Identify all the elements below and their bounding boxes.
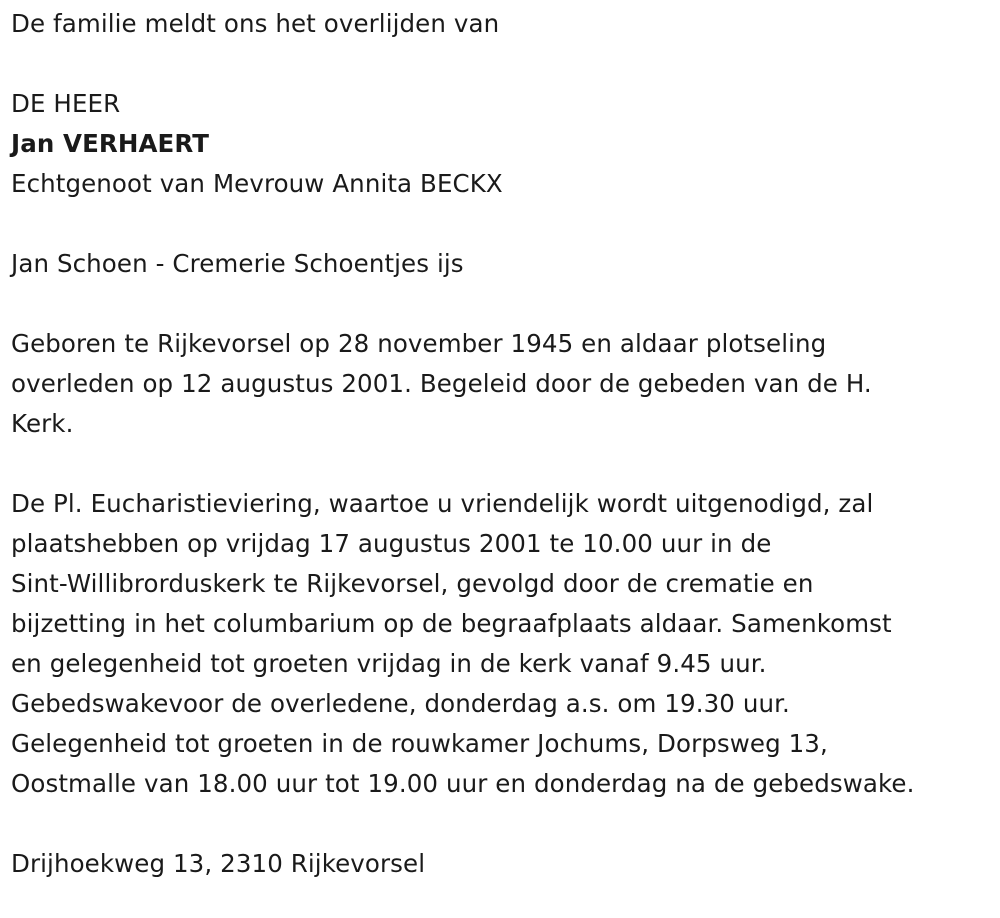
paragraph-line: Oostmalle van 18.00 uur tot 19.00 uur en donderdag na de gebedswake.	[11, 769, 915, 798]
spacer	[11, 444, 991, 484]
spacer	[11, 804, 991, 844]
spacer	[11, 204, 991, 244]
honorific-title: DE HEER	[11, 89, 121, 118]
service-paragraph	[11, 484, 991, 804]
paragraph-line: bijzetting in het columbarium op de begraafplaats aldaar. Samenkomst	[11, 609, 892, 638]
paragraph-line: plaatshebben op vrijdag 17 augustus 2001 te 10.00 uur in de	[11, 529, 772, 558]
paragraph-line: overleden op 12 augustus 2001. Begeleid door de gebeden van de H.	[11, 369, 872, 398]
paragraph-line: Sint-Willibrorduskerk te Rijkevorsel, gevolgd door de crematie en	[11, 569, 814, 598]
spacer	[11, 44, 991, 84]
paragraph-line: Gelegenheid tot groeten in de rouwkamer Jochums, Dorpsweg 13,	[11, 729, 828, 758]
paragraph-line: De Pl. Eucharistieviering, waartoe u vriendelijk wordt uitgenodigd, zal	[11, 489, 874, 518]
obituary-notice	[11, 4, 991, 884]
address-line: Drijhoekweg 13, 2310 Rijkevorsel	[11, 849, 426, 878]
paragraph-line: en gelegenheid tot groeten vrijdag in de kerk vanaf 9.45 uur.	[11, 649, 767, 678]
paragraph-line: Gebedswakevoor de overledene, donderdag a.s. om 19.30 uur.	[11, 689, 790, 718]
deceased-name: Jan VERHAERT	[11, 129, 210, 158]
paragraph-line: Geboren te Rijkevorsel op 28 november 1945 en aldaar plotseling	[11, 329, 827, 358]
birth-paragraph	[11, 324, 991, 444]
business-line: Jan Schoen - Cremerie Schoentjes ijs	[11, 249, 464, 278]
spacer	[11, 284, 991, 324]
intro-text: De familie meldt ons het overlijden van	[11, 9, 500, 38]
spouse-line: Echtgenoot van Mevrouw Annita BECKX	[11, 169, 503, 198]
paragraph-line: Kerk.	[11, 409, 74, 438]
